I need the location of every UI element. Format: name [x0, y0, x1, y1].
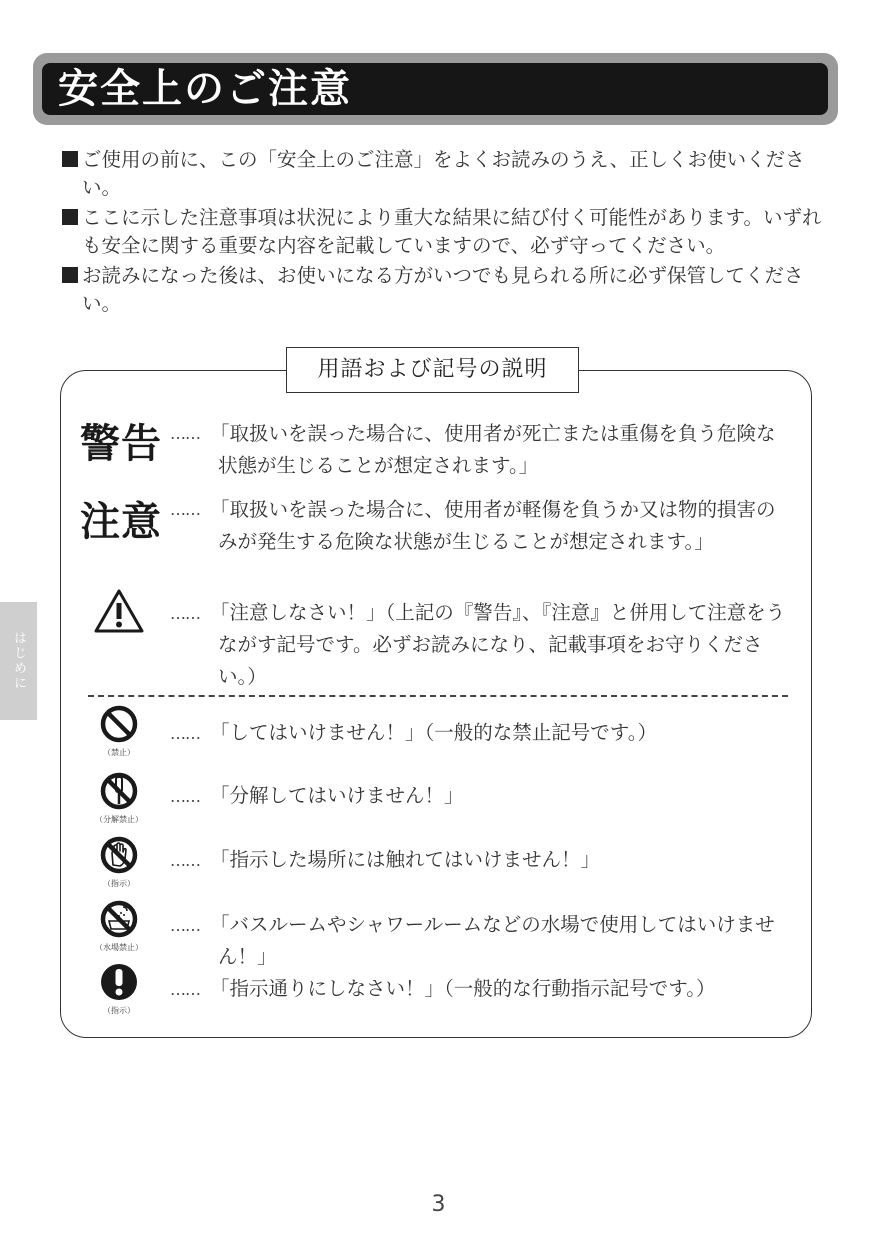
warning-triangle-icon	[88, 588, 150, 638]
mandatory-action-icon	[88, 962, 150, 1016]
section-divider	[88, 695, 788, 697]
leader-dots: ……	[170, 980, 200, 999]
intro-item: ご使用の前に、この「安全上のご注意」をよくお読みのうえ、正しくお使いください。	[62, 146, 822, 202]
leader-dots: ……	[170, 724, 200, 743]
symbol-caption: （指示）	[103, 879, 135, 888]
symbol-description: 「指示した場所には触れてはいけません！」	[210, 848, 601, 871]
symbol-caption: （指示）	[103, 1006, 135, 1015]
caution-label: 注意	[80, 499, 162, 545]
legend-heading: 用語および記号の説明	[286, 347, 579, 393]
alert-description: 「注意しなさい！」（上記の『警告』、『注意』と併用して注意をうながす記号です。必ずお読みになり、記載事項をお守りください。）	[210, 601, 786, 688]
symbol-caption: （禁止）	[103, 748, 135, 757]
bullet-square-icon	[62, 267, 78, 283]
symbol-description: 「分解してはいけません！」	[210, 784, 464, 807]
bullet-square-icon	[62, 209, 78, 225]
warning-label: 警告	[80, 421, 162, 467]
symbol-description: 「バスルームやシャワールームなどの水場で使用してはいけません！」	[210, 913, 775, 968]
bullet-square-icon	[62, 151, 78, 167]
leader-dots: ……	[170, 500, 200, 519]
intro-notes	[62, 146, 822, 320]
symbol-description: 「してはいけません！」（一般的な禁止記号です。）	[210, 721, 657, 744]
prohibition-icon	[88, 704, 150, 758]
intro-item: ここに示した注意事項は状況により重大な結果に結び付く可能性があります。いずれも安全に関する重要な内容を記載していますので、必ず守ってください。	[62, 204, 822, 260]
warning-description: 「取扱いを誤った場合に、使用者が死亡または重傷を負う危険な状態が生じることが想定されます。」	[210, 422, 776, 477]
intro-item: お読みになった後は、お使いになる方がいつでも見られる所に必ず保管してください。	[62, 262, 822, 318]
symbol-caption: （水場禁止）	[95, 943, 143, 952]
symbol-caption: （分解禁止）	[95, 815, 143, 824]
page-title: 安全上のご注意	[58, 66, 352, 112]
no-touch-icon	[88, 835, 150, 889]
caution-description: 「取扱いを誤った場合に、使用者が軽傷を負うか又は物的損害のみが発生する危険な状態が生じることが想定されます。」	[210, 498, 776, 553]
no-wet-area-icon	[88, 899, 150, 953]
side-tab: はじめに	[0, 602, 37, 720]
leader-dots: ……	[170, 604, 200, 623]
symbol-description: 「指示通りにしなさい！」（一般的な行動指示記号です。）	[210, 977, 716, 1000]
leader-dots: ……	[170, 851, 200, 870]
leader-dots: ……	[170, 787, 200, 806]
leader-dots: ……	[170, 424, 200, 443]
no-disassembly-icon	[88, 771, 150, 825]
page-number: 3	[431, 1192, 446, 1217]
leader-dots: ……	[170, 916, 200, 935]
